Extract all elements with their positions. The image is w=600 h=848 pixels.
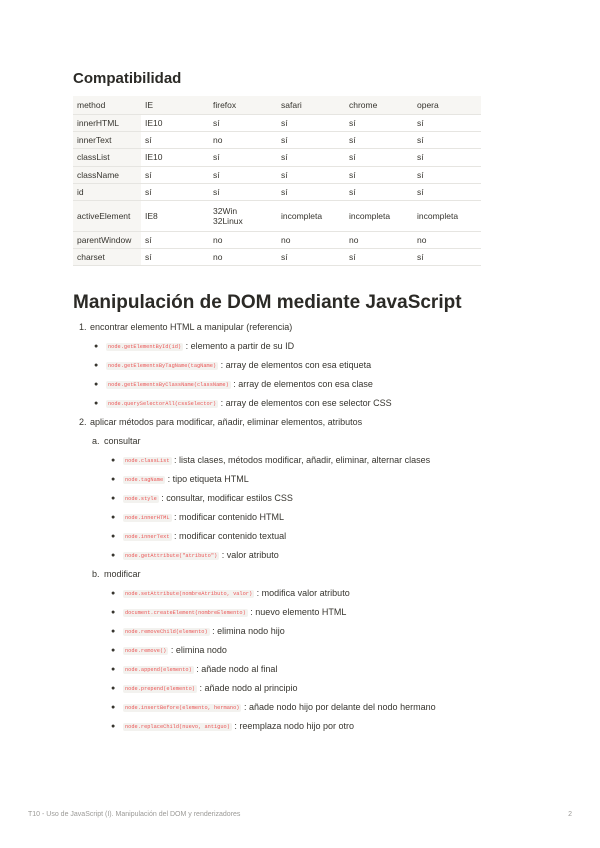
table-cell: innerHTML bbox=[73, 115, 141, 132]
code-snippet: node.classList bbox=[125, 458, 170, 464]
bullet-icon: ● bbox=[111, 514, 116, 521]
table-row bbox=[73, 231, 481, 248]
header-cell: safari bbox=[277, 96, 345, 115]
table-cell: sí bbox=[141, 231, 209, 248]
table-cell: sí bbox=[209, 183, 277, 200]
code-snippet: node.style bbox=[125, 496, 157, 502]
list-item bbox=[73, 451, 543, 470]
table-cell: sí bbox=[413, 149, 481, 166]
list-item bbox=[73, 318, 543, 337]
bullet-icon: ● bbox=[94, 362, 99, 369]
list-letter: a. bbox=[92, 436, 100, 446]
code-snippet: node.innerText bbox=[125, 534, 170, 540]
list-item-text: : consultar, modificar estilos CSS bbox=[158, 493, 293, 503]
table-row bbox=[73, 166, 481, 183]
table-cell: sí bbox=[277, 149, 345, 166]
list-item-text: consultar bbox=[104, 436, 141, 446]
list-letter: b. bbox=[92, 569, 100, 579]
table-row bbox=[73, 115, 481, 132]
bullet-icon: ● bbox=[94, 343, 99, 350]
table-cell: IE10 bbox=[141, 115, 209, 132]
bullet-icon: ● bbox=[111, 476, 116, 483]
list-item bbox=[73, 337, 543, 356]
list-item-text: aplicar métodos para modificar, añadir, eliminar elementos, atributos bbox=[90, 417, 363, 427]
table-cell: charset bbox=[73, 249, 141, 266]
bullet-icon: ● bbox=[111, 552, 116, 559]
header-cell: opera bbox=[413, 96, 481, 115]
list-item bbox=[73, 375, 543, 394]
compatibility-table bbox=[73, 96, 481, 266]
table-cell: no bbox=[209, 132, 277, 149]
table-cell: no bbox=[277, 231, 345, 248]
list-item bbox=[73, 603, 543, 622]
compatibility-heading: Compatibilidad bbox=[73, 70, 182, 87]
header-cell: chrome bbox=[345, 96, 413, 115]
list-item bbox=[73, 584, 543, 603]
header-cell: IE bbox=[141, 96, 209, 115]
bullet-icon: ● bbox=[111, 628, 116, 635]
table-cell: sí bbox=[277, 132, 345, 149]
list-item bbox=[73, 546, 543, 565]
list-item bbox=[73, 413, 543, 432]
bullet-icon: ● bbox=[111, 533, 116, 540]
code-snippet: node.getElementsByTagName(tagName) bbox=[108, 363, 217, 369]
table-cell: id bbox=[73, 183, 141, 200]
table-cell: sí bbox=[141, 166, 209, 183]
table-cell: no bbox=[413, 231, 481, 248]
table-cell: sí bbox=[345, 249, 413, 266]
table-cell: innerText bbox=[73, 132, 141, 149]
list-number: 1. bbox=[79, 322, 87, 332]
table-cell: sí bbox=[413, 115, 481, 132]
code-snippet: node.innerHTML bbox=[125, 515, 170, 521]
code-snippet: node.removeChild(elemento) bbox=[125, 629, 208, 635]
code-snippet: node.querySelectorAll(cssSelector) bbox=[108, 401, 217, 407]
list-item bbox=[73, 679, 543, 698]
table-cell: incompleta bbox=[277, 200, 345, 231]
list-item bbox=[73, 565, 543, 584]
table-cell: parentWindow bbox=[73, 231, 141, 248]
table-cell: sí bbox=[413, 132, 481, 149]
list-item-text: : lista clases, métodos modificar, añadir, eliminar, alternar clases bbox=[171, 455, 431, 465]
bullet-icon: ● bbox=[111, 495, 116, 502]
list-item-text: : tipo etiqueta HTML bbox=[165, 474, 249, 484]
bullet-icon: ● bbox=[111, 723, 116, 730]
table-row bbox=[73, 200, 481, 231]
dom-steps-list bbox=[73, 318, 543, 736]
table-cell: sí bbox=[413, 183, 481, 200]
table-cell: IE8 bbox=[141, 200, 209, 231]
list-item bbox=[73, 508, 543, 527]
table-cell: IE10 bbox=[141, 149, 209, 166]
table-cell: activeElement bbox=[73, 200, 141, 231]
code-snippet: document.createElement(nombreElemento) bbox=[125, 610, 246, 616]
code-snippet: node.insertBefore(elemento, hermano) bbox=[125, 705, 240, 711]
list-item bbox=[73, 394, 543, 413]
code-snippet: node.remove() bbox=[125, 648, 167, 654]
table-row bbox=[73, 249, 481, 266]
list-item-text: : nuevo elemento HTML bbox=[247, 607, 347, 617]
list-item bbox=[73, 698, 543, 717]
table-cell: sí bbox=[345, 115, 413, 132]
table-cell: sí bbox=[141, 249, 209, 266]
header-cell: method bbox=[73, 96, 141, 115]
list-item-text: encontrar elemento HTML a manipular (referencia) bbox=[90, 322, 293, 332]
table-row bbox=[73, 183, 481, 200]
table-cell: sí bbox=[345, 166, 413, 183]
code-snippet: node.prepend(elemento) bbox=[125, 686, 195, 692]
list-item-text: : modifica valor atributo bbox=[254, 588, 350, 598]
table-cell: incompleta bbox=[345, 200, 413, 231]
table-cell: sí bbox=[345, 132, 413, 149]
bullet-icon: ● bbox=[111, 590, 116, 597]
code-snippet: node.setAttribute(nombreAtributo, valor) bbox=[125, 591, 253, 597]
table-row bbox=[73, 149, 481, 166]
table-cell: incompleta bbox=[413, 200, 481, 231]
list-item bbox=[73, 527, 543, 546]
table-cell: sí bbox=[209, 166, 277, 183]
list-item-text: : elimina nodo bbox=[168, 645, 227, 655]
table-cell: sí bbox=[209, 149, 277, 166]
table-cell: className bbox=[73, 166, 141, 183]
list-item bbox=[73, 489, 543, 508]
list-item-text: : añade nodo al principio bbox=[196, 683, 298, 693]
list-item bbox=[73, 622, 543, 641]
table-cell: sí bbox=[277, 115, 345, 132]
list-item bbox=[73, 660, 543, 679]
list-item-text: : modificar contenido textual bbox=[171, 531, 287, 541]
list-item-text: : elimina nodo hijo bbox=[209, 626, 285, 636]
code-snippet: node.getAttribute("atributo") bbox=[125, 553, 218, 559]
list-item-text: : modificar contenido HTML bbox=[171, 512, 285, 522]
code-snippet: node.append(elemento) bbox=[125, 667, 192, 673]
bullet-icon: ● bbox=[111, 666, 116, 673]
list-item-text: : añade nodo hijo por delante del nodo hermano bbox=[241, 702, 436, 712]
table-row bbox=[73, 132, 481, 149]
code-snippet: node.tagName bbox=[125, 477, 164, 483]
list-item-text: : array de elementos con ese selector CSS bbox=[218, 398, 392, 408]
list-item-text: : array de elementos con esa etiqueta bbox=[218, 360, 372, 370]
list-item bbox=[73, 356, 543, 375]
list-item bbox=[73, 641, 543, 660]
footer-text: T10 - Uso de JavaScript (I). Manipulación del DOM y renderizadores bbox=[28, 811, 241, 818]
bullet-icon: ● bbox=[111, 609, 116, 616]
list-item-text: : array de elementos con esa clase bbox=[230, 379, 373, 389]
code-snippet: node.replaceChild(nuevo, antiguo) bbox=[125, 724, 230, 730]
bullet-icon: ● bbox=[111, 704, 116, 711]
code-snippet: node.getElementsByClassName(className) bbox=[108, 382, 229, 388]
list-item bbox=[73, 432, 543, 451]
bullet-icon: ● bbox=[111, 457, 116, 464]
dom-manipulation-heading: Manipulación de DOM mediante JavaScript bbox=[73, 292, 462, 313]
table-cell: sí bbox=[277, 249, 345, 266]
table-cell: no bbox=[345, 231, 413, 248]
table-cell: no bbox=[209, 249, 277, 266]
list-item-text: : elemento a partir de su ID bbox=[183, 341, 295, 351]
list-item bbox=[73, 470, 543, 489]
list-item-text: : añade nodo al final bbox=[193, 664, 278, 674]
list-item-text: modificar bbox=[104, 569, 141, 579]
table-cell: sí bbox=[209, 115, 277, 132]
table-header-row bbox=[73, 96, 481, 115]
list-item-text: : reemplaza nodo hijo por otro bbox=[231, 721, 354, 731]
bullet-icon: ● bbox=[111, 647, 116, 654]
code-snippet: node.getElementById(id) bbox=[108, 344, 182, 350]
table-cell: sí bbox=[141, 132, 209, 149]
table-cell: sí bbox=[345, 149, 413, 166]
list-item bbox=[73, 717, 543, 736]
page-footer bbox=[28, 811, 572, 818]
table-cell: no bbox=[209, 231, 277, 248]
table-cell: 32Win 32Linux bbox=[209, 200, 277, 231]
page-number: 2 bbox=[568, 811, 572, 818]
list-number: 2. bbox=[79, 417, 87, 427]
table-cell: sí bbox=[141, 183, 209, 200]
list-item-text: : valor atributo bbox=[219, 550, 279, 560]
table-cell: sí bbox=[413, 249, 481, 266]
header-cell: firefox bbox=[209, 96, 277, 115]
table-cell: sí bbox=[277, 183, 345, 200]
table-cell: sí bbox=[413, 166, 481, 183]
bullet-icon: ● bbox=[94, 381, 99, 388]
bullet-icon: ● bbox=[94, 400, 99, 407]
table-cell: classList bbox=[73, 149, 141, 166]
table-cell: sí bbox=[345, 183, 413, 200]
bullet-icon: ● bbox=[111, 685, 116, 692]
table-cell: sí bbox=[277, 166, 345, 183]
